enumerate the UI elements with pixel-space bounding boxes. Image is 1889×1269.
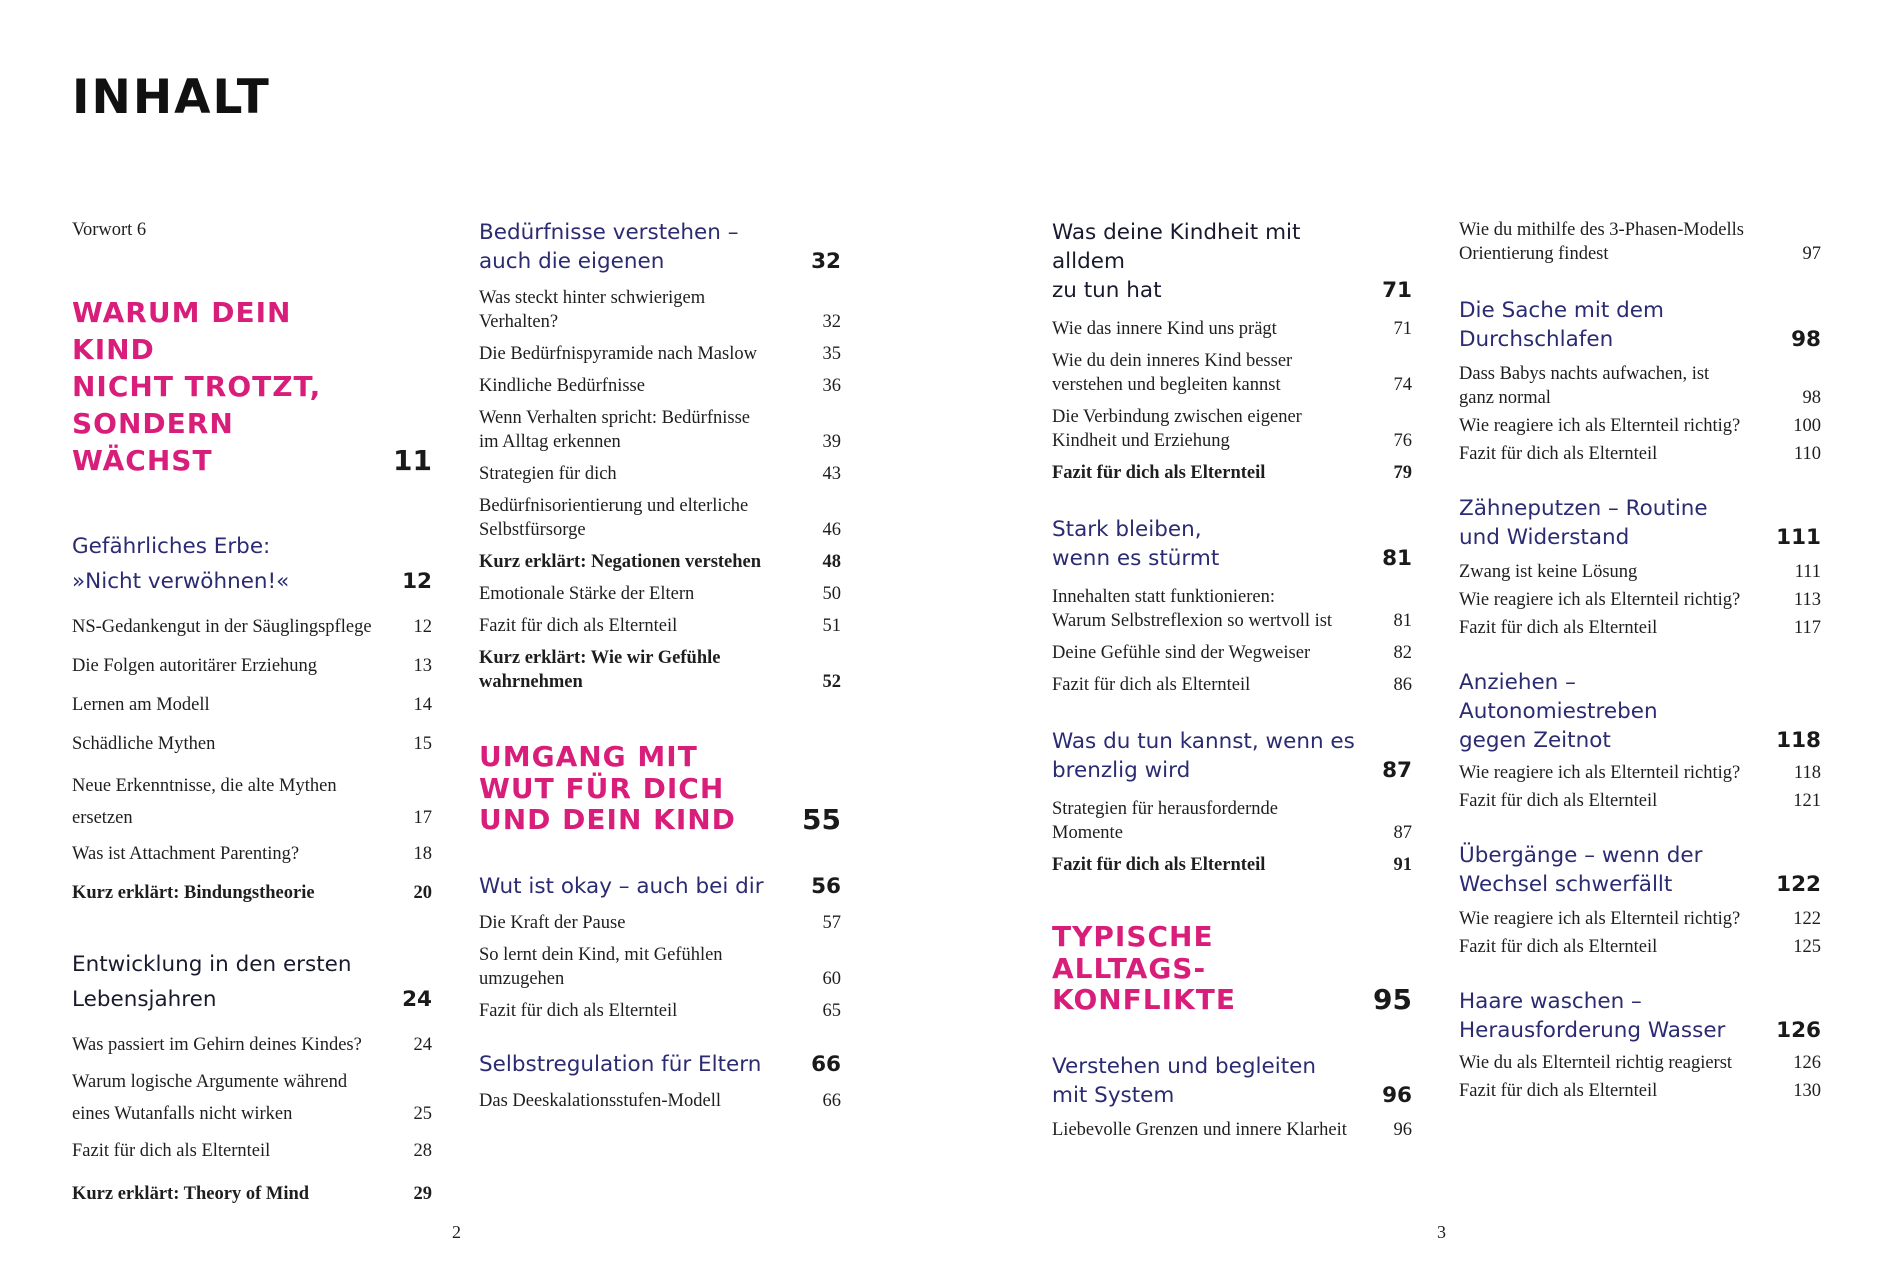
toc-page-number: 81 [1393, 611, 1412, 631]
toc-entry[interactable] [1459, 789, 1821, 813]
toc-entry-title: Fazit für dich als Elternteil [479, 616, 678, 636]
toc-entry-title: Wie reagiere ich als Elternteil richtig? [1459, 909, 1741, 929]
toc-entry-title: Innehalten statt funktionieren: Warum Selbstreflexion so wertvoll ist [1052, 587, 1333, 631]
toc-entry-title: Fazit für dich als Elternteil [1052, 675, 1251, 695]
toc-page-number: 35 [822, 344, 841, 364]
toc-page-number: 113 [1793, 590, 1821, 610]
toc-entry-title: Fazit für dich als Elternteil [1459, 618, 1658, 638]
toc-page-number: 60 [822, 968, 841, 989]
toc-section[interactable] [479, 1050, 841, 1079]
toc-entry[interactable] [479, 943, 841, 991]
toc-page-number: 18 [413, 844, 432, 864]
toc-entry-title: Strategien für herausfordernde Momente [1052, 799, 1279, 843]
toc-section[interactable] [1459, 668, 1821, 755]
toc-entry[interactable] [1052, 349, 1412, 397]
toc-entry-title: Fazit für dich als Elternteil [72, 1141, 271, 1161]
toc-page-number: 98 [1802, 388, 1821, 408]
toc-page-number: 17 [413, 807, 432, 828]
toc-entry[interactable] [1052, 1118, 1412, 1142]
toc-column-4 [1459, 218, 1821, 1103]
page-number-left: 2 [452, 1222, 461, 1242]
toc-entry[interactable] [1052, 853, 1412, 877]
toc-entry[interactable] [1459, 588, 1821, 612]
toc-section[interactable] [1459, 494, 1821, 552]
toc-entry[interactable] [1052, 317, 1412, 341]
toc-entry[interactable] [1459, 362, 1821, 410]
toc-page-number: 126 [1793, 1053, 1821, 1073]
toc-page-number: 39 [822, 432, 841, 452]
toc-entry-title: WARUM DEIN KIND NICHT TROTZT, SONDERN WÄCHST [72, 296, 322, 477]
toc-entry-title: Die Kraft der Pause [479, 912, 626, 933]
toc-page-number: 12 [402, 569, 432, 594]
toc-page-number: 28 [413, 1141, 432, 1161]
toc-entry[interactable] [72, 771, 432, 834]
toc-entry-title: Fazit für dich als Elternteil [1459, 937, 1658, 957]
toc-entry[interactable] [72, 218, 432, 242]
toc-entry-title: Fazit für dich als Elternteil [1052, 463, 1266, 483]
toc-entry[interactable] [72, 1067, 432, 1130]
toc-section[interactable] [1052, 218, 1412, 305]
toc-page-number: 29 [413, 1184, 432, 1204]
toc-page-number: 118 [1776, 728, 1821, 753]
toc-entry-title: Wenn Verhalten spricht: Bedürfnisse im Alltag erkennen [479, 408, 750, 452]
page-number-right: 3 [1437, 1222, 1446, 1242]
toc-entry[interactable] [1459, 560, 1821, 584]
toc-entry[interactable] [72, 615, 432, 639]
toc-page-number: 97 [1802, 244, 1821, 264]
toc-entry-title: Fazit für dich als Elternteil [1052, 855, 1266, 875]
toc-entry-title: Selbstregulation für Eltern [479, 1051, 762, 1077]
toc-entry[interactable] [72, 654, 432, 678]
toc-entry-title: Strategien für dich [479, 464, 617, 484]
toc-page-number: 65 [822, 1000, 841, 1021]
toc-entry[interactable] [1052, 585, 1412, 633]
toc-entry-title: TYPISCHE ALLTAGS- KONFLIKTE [1052, 920, 1236, 1016]
toc-entry-title: Kurz erklärt: Theory of Mind [72, 1184, 310, 1204]
toc-entry[interactable] [479, 286, 841, 334]
toc-page-number: 98 [1791, 327, 1821, 352]
toc-entry-title: Wie reagiere ich als Elternteil richtig? [1459, 416, 1741, 436]
toc-entry-title: Fazit für dich als Elternteil [1459, 791, 1658, 811]
toc-page-number: 110 [1793, 444, 1821, 464]
toc-entry-title: Bedürfnisse verstehen – auch die eigenen [479, 220, 739, 274]
toc-page-number: 50 [822, 584, 841, 604]
toc-entry-title: UMGANG MIT WUT FÜR DICH UND DEIN KIND [479, 740, 736, 836]
toc-page-number: 86 [1393, 675, 1412, 695]
toc-entry[interactable] [479, 614, 841, 638]
toc-entry[interactable] [479, 550, 841, 574]
toc-entry[interactable] [479, 462, 841, 486]
toc-page-number: 111 [1776, 525, 1821, 550]
toc-page-number: 43 [822, 464, 841, 484]
toc-entry-title: Lernen am Modell [72, 695, 210, 715]
toc-entry-title: Die Sache mit dem Durchschlafen [1459, 298, 1664, 352]
toc-page-number: 46 [822, 520, 841, 540]
toc-page-number: 66 [811, 1051, 841, 1077]
toc-entry[interactable] [1052, 461, 1412, 485]
toc-chapter[interactable] [479, 741, 841, 836]
toc-column-1 [72, 218, 432, 1206]
toc-entry[interactable] [1052, 641, 1412, 665]
toc-chapter[interactable] [1052, 921, 1412, 1016]
toc-entry[interactable] [1459, 907, 1821, 931]
toc-entry-title: Was ist Attachment Parenting? [72, 844, 300, 864]
toc-entry[interactable] [1052, 673, 1412, 697]
toc-entry[interactable] [479, 911, 841, 935]
toc-page-number: 48 [822, 552, 841, 572]
toc-entry-title: Fazit für dich als Elternteil [1459, 1081, 1658, 1101]
toc-entry[interactable] [72, 1033, 432, 1057]
toc-entry-title: Was deine Kindheit mit alldem zu tun hat [1052, 220, 1301, 303]
toc-entry-title: Wie du mithilfe des 3-Phasen-Modells Orientierung findest [1459, 220, 1744, 264]
toc-page-number: 51 [822, 616, 841, 636]
toc-entry-title: Kindliche Bedürfnisse [479, 376, 645, 396]
toc-entry-title: Vorwort 6 [72, 220, 147, 240]
toc-entry-title: Wie du als Elternteil richtig reagierst [1459, 1053, 1733, 1073]
toc-entry[interactable] [479, 494, 841, 542]
toc-page-number: 96 [1393, 1119, 1412, 1140]
toc-entry-title: Kurz erklärt: Wie wir Gefühle wahrnehmen [479, 648, 721, 692]
toc-entry-title: Verstehen und begleiten mit System [1052, 1053, 1316, 1108]
toc-page-number: 56 [811, 873, 841, 899]
toc-entry-title: Übergänge – wenn der Wechsel schwerfällt [1459, 843, 1703, 897]
toc-entry[interactable] [479, 582, 841, 606]
toc-section[interactable] [1052, 515, 1412, 573]
toc-entry-title: Zwang ist keine Lösung [1459, 562, 1638, 582]
toc-page-number: 32 [822, 312, 841, 332]
toc-entry[interactable] [72, 1139, 432, 1163]
toc-entry-title: Gefährliches Erbe: »Nicht verwöhnen!« [72, 534, 290, 594]
toc-page-number: 15 [413, 734, 432, 754]
toc-page-number: 13 [413, 656, 432, 676]
toc-entry-title: Was passiert im Gehirn deines Kindes? [72, 1035, 362, 1055]
toc-page-number: 74 [1393, 375, 1412, 395]
toc-entry[interactable] [1459, 442, 1821, 466]
toc-entry-title: Deine Gefühle sind der Wegweiser [1052, 643, 1311, 663]
toc-entry-title: Wie reagiere ich als Elternteil richtig? [1459, 590, 1741, 610]
toc-entry[interactable] [1052, 405, 1412, 453]
toc-entry[interactable] [479, 646, 841, 694]
toc-entry[interactable] [479, 374, 841, 398]
toc-entry-title: Was steckt hinter schwierigem Verhalten? [479, 288, 706, 332]
toc-page-number: 121 [1793, 791, 1821, 811]
toc-entry[interactable] [479, 406, 841, 454]
toc-section[interactable] [1459, 987, 1821, 1045]
toc-entry-title: Haare waschen – Herausforderung Wasser [1459, 989, 1726, 1043]
toc-entry-title: Fazit für dich als Elternteil [1459, 444, 1658, 464]
toc-page-number: 14 [413, 695, 432, 715]
toc-page-number: 122 [1793, 909, 1821, 929]
toc-page-number: 125 [1793, 937, 1821, 957]
toc-entry-title: Neue Erkenntnisse, die alte Mythen ersetzen [72, 776, 337, 828]
toc-entry-title: Liebevolle Grenzen und innere Klarheit [1052, 1119, 1347, 1140]
toc-entry-title: So lernt dein Kind, mit Gefühlen umzugehen [479, 944, 723, 989]
toc-entry[interactable] [72, 693, 432, 717]
page-title: INHALT [72, 70, 271, 125]
toc-page-number: 55 [802, 803, 841, 836]
toc-page-number: 36 [822, 376, 841, 396]
toc-entry-title: Schädliche Mythen [72, 734, 216, 754]
toc-page-number: 87 [1393, 823, 1412, 843]
toc-page-number: 117 [1793, 618, 1821, 638]
toc-entry-title: Entwicklung in den ersten Lebensjahren [72, 952, 352, 1012]
toc-entry-title: Bedürfnisorientierung und elterliche Selbstfürsorge [479, 496, 749, 540]
toc-section[interactable] [1052, 1052, 1412, 1110]
toc-entry-title: Emotionale Stärke der Eltern [479, 584, 695, 604]
toc-page-number: 126 [1776, 1018, 1821, 1043]
toc-entry-title: Die Bedürfnispyramide nach Maslow [479, 344, 757, 364]
toc-entry-title: Was du tun kannst, wenn es brenzlig wird [1052, 729, 1355, 783]
toc-page-number: 100 [1793, 416, 1821, 436]
toc-page-number: 25 [413, 1103, 432, 1124]
toc-page-number: 95 [1373, 983, 1412, 1016]
toc-entry[interactable] [1052, 797, 1412, 845]
toc-page-number: 24 [402, 987, 432, 1012]
toc-entry[interactable] [1459, 616, 1821, 640]
toc-entry-title: Fazit für dich als Elternteil [479, 1000, 678, 1021]
toc-section[interactable] [1459, 841, 1821, 899]
toc-page-number: 81 [1382, 546, 1412, 571]
toc-entry-title: Kurz erklärt: Negationen verstehen [479, 552, 762, 572]
toc-entry-title: Wie du dein inneres Kind besser verstehen und begleiten kannst [1052, 351, 1293, 395]
toc-page-number: 66 [822, 1090, 841, 1111]
toc-page-number: 118 [1793, 763, 1821, 783]
toc-entry-title: Die Folgen autoritärer Erziehung [72, 656, 318, 676]
toc-entry-title: Anziehen – Autonomiestreben gegen Zeitnot [1459, 670, 1658, 753]
toc-page-number: 122 [1776, 872, 1821, 897]
toc-column-3 [1052, 218, 1412, 1142]
toc-section[interactable] [1052, 727, 1412, 785]
toc-entry[interactable] [72, 1182, 432, 1206]
toc-entry-title: Dass Babys nachts aufwachen, ist ganz normal [1459, 364, 1710, 408]
toc-entry-title: Wie reagiere ich als Elternteil richtig? [1459, 763, 1741, 783]
toc-entry[interactable] [479, 999, 841, 1023]
toc-section[interactable] [479, 872, 841, 901]
toc-entry-title: Kurz erklärt: Bindungstheorie [72, 883, 315, 903]
toc-page-number: 24 [413, 1035, 432, 1055]
toc-entry[interactable] [1459, 414, 1821, 438]
toc-entry-title: Stark bleiben, wenn es stürmt [1052, 517, 1220, 571]
toc-page-number: 52 [822, 672, 841, 692]
toc-page-number: 57 [822, 912, 841, 933]
toc-entry-title: Warum logische Argumente während eines Wutanfalls nicht wirken [72, 1072, 348, 1124]
toc-section[interactable] [479, 218, 841, 276]
toc-page-number: 91 [1393, 855, 1412, 875]
toc-entry[interactable] [1459, 1051, 1821, 1075]
toc-entry-title: Zähneputzen – Routine und Widerstand [1459, 496, 1708, 550]
toc-column-2 [479, 218, 841, 1113]
toc-section[interactable] [72, 529, 432, 599]
toc-page-number: 76 [1393, 431, 1412, 451]
toc-entry[interactable] [72, 881, 432, 905]
toc-entry[interactable] [1459, 1079, 1821, 1103]
toc-entry[interactable] [1459, 935, 1821, 959]
toc-entry-title: NS-Gedankengut in der Säuglingspflege [72, 617, 372, 637]
toc-entry-title: Die Verbindung zwischen eigener Kindheit und Erziehung [1052, 407, 1302, 451]
toc-entry-title: Wut ist okay – auch bei dir [479, 873, 764, 899]
toc-page-number: 32 [811, 249, 841, 274]
toc-page-number: 79 [1393, 463, 1412, 483]
toc-entry[interactable] [1459, 761, 1821, 785]
toc-page-number: 96 [1382, 1082, 1412, 1108]
toc-entry[interactable] [1459, 218, 1821, 266]
toc-page-number: 82 [1393, 643, 1412, 663]
toc-page-number: 12 [413, 617, 432, 637]
toc-section[interactable] [1459, 296, 1821, 354]
toc-page-number: 11 [393, 444, 432, 477]
toc-entry[interactable] [479, 342, 841, 366]
toc-entry[interactable] [72, 842, 432, 866]
toc-page-number: 130 [1793, 1081, 1821, 1101]
toc-page-number: 87 [1382, 758, 1412, 783]
toc-entry-title: Das Deeskalationsstufen-Modell [479, 1090, 721, 1111]
toc-entry[interactable] [72, 732, 432, 756]
toc-entry-title: Wie das innere Kind uns prägt [1052, 319, 1277, 339]
toc-entry[interactable] [479, 1089, 841, 1113]
toc-chapter[interactable] [72, 294, 432, 479]
toc-page-number: 111 [1794, 562, 1821, 582]
toc-section[interactable] [72, 947, 432, 1017]
toc-page-number: 71 [1382, 278, 1412, 303]
toc-page-number: 71 [1393, 319, 1412, 339]
toc-page-number: 20 [413, 883, 432, 903]
